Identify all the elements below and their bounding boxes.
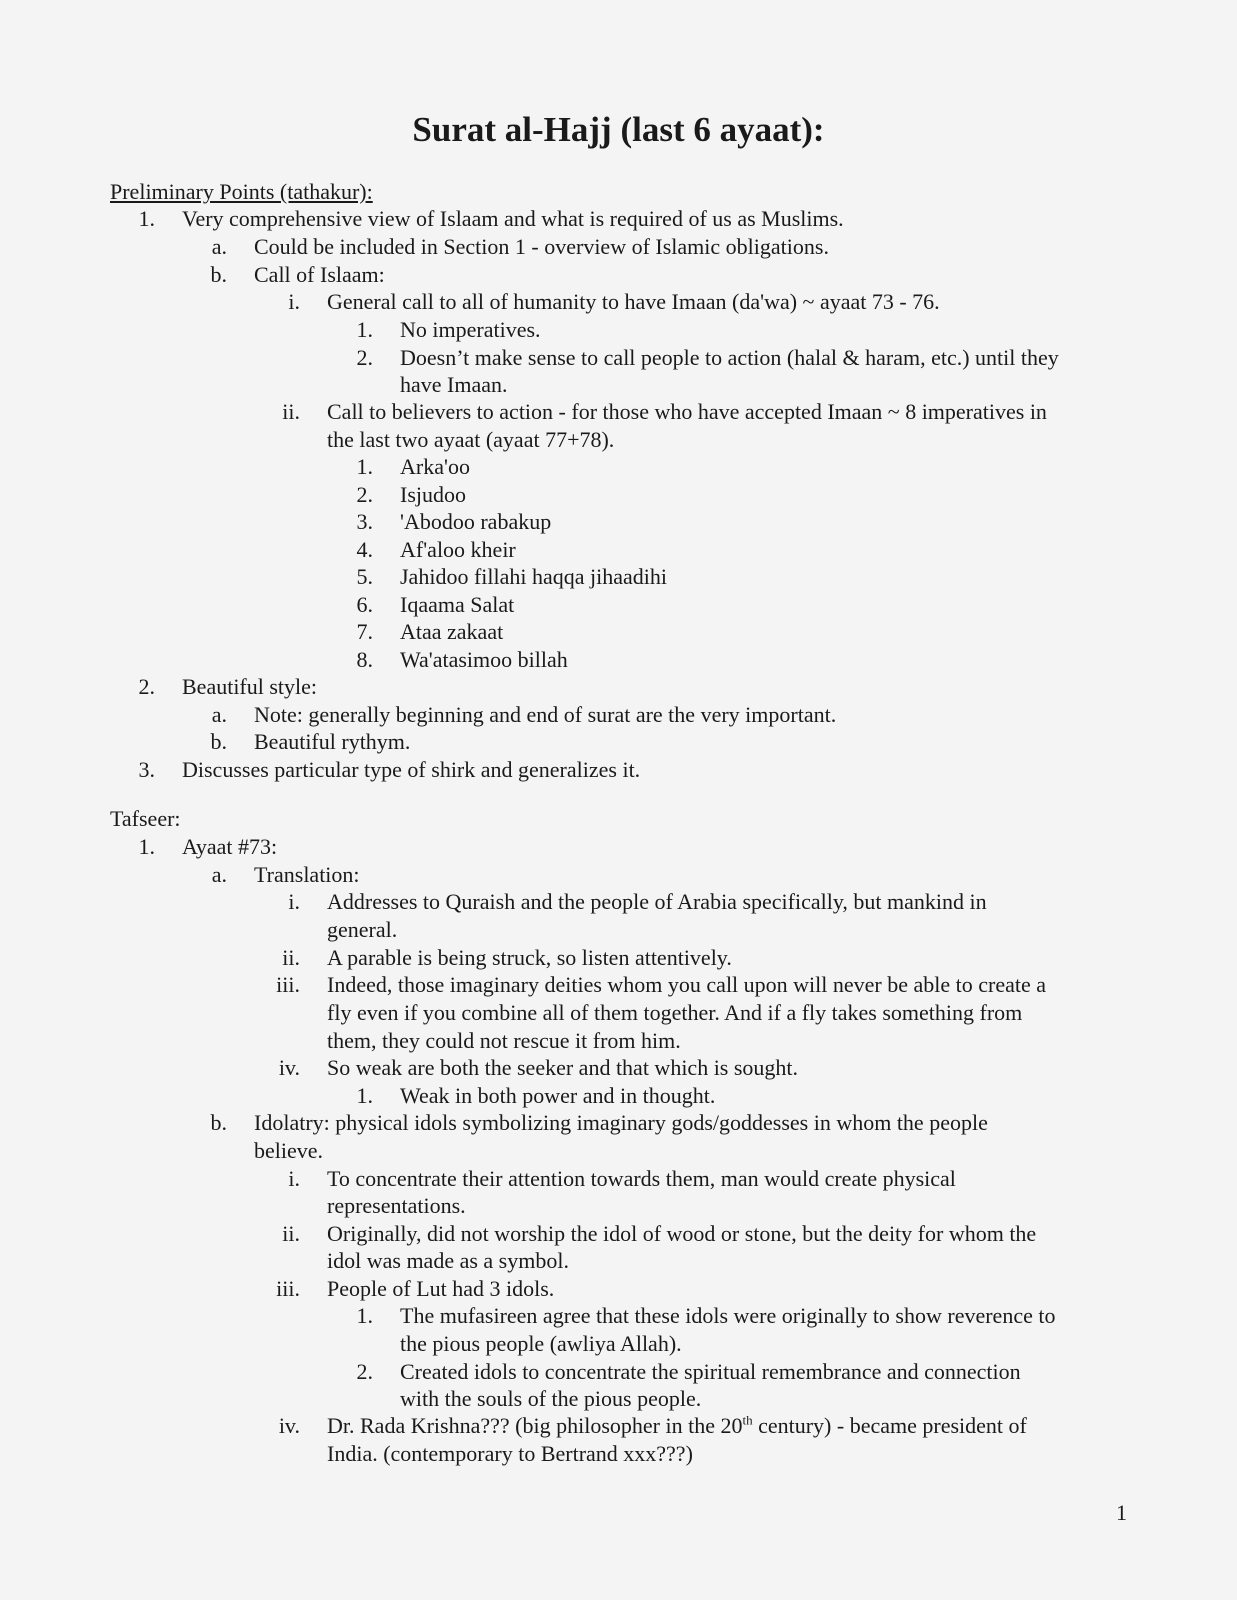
list-item-text: Iqaama Salat xyxy=(400,592,515,617)
list-item-text: Idolatry: physical idols symbolizing imaginary gods/goddesses in whom the people xyxy=(254,1110,988,1135)
list-marker: iv. xyxy=(278,1413,300,1438)
list-marker: 7. xyxy=(356,619,373,644)
list-item-text: Wa'atasimoo billah xyxy=(400,647,568,672)
list-item-text: representations. xyxy=(327,1193,466,1218)
list-marker: b. xyxy=(210,262,227,287)
list-item-text: Weak in both power and in thought. xyxy=(400,1083,716,1108)
list-marker: b. xyxy=(210,1110,227,1135)
list-item-text: Beautiful rythym. xyxy=(254,729,411,754)
list-item-text: Doesn’t make sense to call people to action (halal & haram, etc.) until they xyxy=(400,345,1059,370)
list-marker: a. xyxy=(211,702,227,727)
list-marker: 5. xyxy=(356,564,373,589)
list-item-text: So weak are both the seeker and that which is sought. xyxy=(327,1055,799,1080)
list-marker: 1. xyxy=(138,206,155,231)
preliminary-points-heading: Preliminary Points (tathakur): xyxy=(110,179,373,204)
list-item-text: Originally, did not worship the idol of wood or stone, but the deity for whom the xyxy=(327,1221,1037,1246)
list-item-text: Translation: xyxy=(254,862,360,887)
list-item-text: 'Abodoo rabakup xyxy=(400,509,552,534)
list-marker: iv. xyxy=(278,1055,300,1080)
list-item-text: Note: generally beginning and end of surat are the very important. xyxy=(254,702,837,727)
list-item-text: India. (contemporary to Bertrand xxx???) xyxy=(327,1441,693,1466)
list-marker: 2. xyxy=(356,1359,373,1384)
list-item-text: Beautiful style: xyxy=(182,674,318,699)
list-marker: 2. xyxy=(356,345,373,370)
list-marker: i. xyxy=(288,889,300,914)
list-marker: 8. xyxy=(356,647,373,672)
list-marker: ii. xyxy=(282,399,300,424)
list-item-text: the pious people (awliya Allah). xyxy=(400,1331,682,1356)
list-item-text: Could be included in Section 1 - overview of Islamic obligations. xyxy=(254,234,829,259)
list-item-text: Discusses particular type of shirk and generalizes it. xyxy=(182,757,641,782)
list-marker: 2. xyxy=(356,482,373,507)
superscript: th xyxy=(742,1412,753,1428)
list-marker: 6. xyxy=(356,592,373,617)
list-marker: 1. xyxy=(356,1303,373,1328)
list-item-text: Ataa zakaat xyxy=(400,619,504,644)
list-marker: i. xyxy=(288,289,300,314)
list-marker: 4. xyxy=(356,537,373,562)
list-item-text: with the souls of the pious people. xyxy=(400,1386,702,1411)
list-item-text: the last two ayaat (ayaat 77+78). xyxy=(327,427,615,452)
list-marker: ii. xyxy=(282,1221,300,1246)
list-item-text: Addresses to Quraish and the people of Arabia specifically, but mankind in xyxy=(327,889,987,914)
list-item-text: A parable is being struck, so listen attentively. xyxy=(327,945,732,970)
list-marker: b. xyxy=(210,729,227,754)
list-marker: 3. xyxy=(138,757,155,782)
list-marker: a. xyxy=(211,234,227,259)
list-marker: 1. xyxy=(356,1083,373,1108)
list-item-text: them, they could not rescue it from him. xyxy=(327,1028,681,1053)
list-item-text: People of Lut had 3 idols. xyxy=(327,1276,555,1301)
list-marker: 1. xyxy=(356,454,373,479)
list-marker: 3. xyxy=(356,509,373,534)
list-marker: 1. xyxy=(356,317,373,342)
list-item-text: General call to all of humanity to have Imaan (da'wa) ~ ayaat 73 - 76. xyxy=(327,289,940,314)
page-number: 1 xyxy=(1116,1500,1127,1525)
page-title: Surat al-Hajj (last 6 ayaat): xyxy=(412,110,825,149)
list-item-text: Arka'oo xyxy=(400,454,470,479)
list-item-text: Very comprehensive view of Islaam and what is required of us as Muslims. xyxy=(182,206,844,231)
list-item-text: Ayaat #73: xyxy=(182,834,278,859)
list-item-text: To concentrate their attention towards them, man would create physical xyxy=(327,1166,956,1191)
list-item-text: Call of Islaam: xyxy=(254,262,385,287)
list-item-text: Isjudoo xyxy=(400,482,466,507)
list-item-text: The mufasireen agree that these idols were originally to show reverence to xyxy=(400,1303,1056,1328)
list-item-text: believe. xyxy=(254,1138,324,1163)
list-marker: iii. xyxy=(276,972,300,997)
list-item-text: idol was made as a symbol. xyxy=(327,1248,569,1273)
list-item-text: Dr. Rada Krishna??? (big philosopher in the 20th century) - became president of xyxy=(327,1412,1027,1438)
list-marker: ii. xyxy=(282,945,300,970)
list-item-text: Af'aloo kheir xyxy=(400,537,516,562)
list-item-text: fly even if you combine all of them together. And if a fly takes something from xyxy=(327,1000,1023,1025)
list-marker: a. xyxy=(211,862,227,887)
list-marker: 2. xyxy=(138,674,155,699)
list-item-text: Jahidoo fillahi haqqa jihaadihi xyxy=(400,564,667,589)
list-item-text: Call to believers to action - for those who have accepted Imaan ~ 8 imperatives in xyxy=(327,399,1047,424)
list-marker: i. xyxy=(288,1166,300,1191)
list-item-text: have Imaan. xyxy=(400,372,508,397)
list-marker: iii. xyxy=(276,1276,300,1301)
list-item-text: general. xyxy=(327,917,398,942)
list-item-text: No imperatives. xyxy=(400,317,541,342)
tafseer-heading: Tafseer: xyxy=(110,806,181,831)
list-item-text: Created idols to concentrate the spiritual remembrance and connection xyxy=(400,1359,1021,1384)
list-item-text: Indeed, those imaginary deities whom you call upon will never be able to create a xyxy=(327,972,1047,997)
list-marker: 1. xyxy=(138,834,155,859)
